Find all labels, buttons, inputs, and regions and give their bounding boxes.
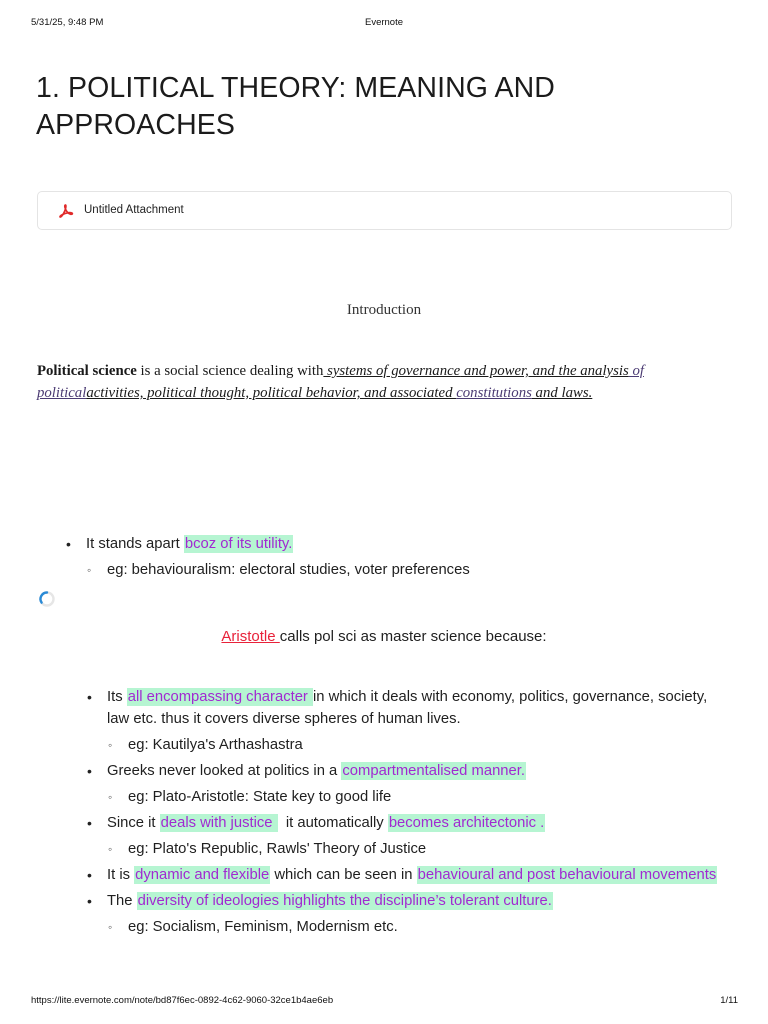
highlight: all encompassing character: [127, 689, 312, 705]
list-item-text: It is: [107, 867, 135, 883]
link-political[interactable]: of political: [37, 363, 644, 401]
list-item-text: Its: [107, 689, 127, 705]
attachment-card[interactable]: [37, 191, 732, 230]
section-heading-introduction: Introduction: [346, 302, 422, 318]
aristotle-line: [0, 628, 768, 645]
link-aristotle[interactable]: Aristotle: [221, 628, 280, 645]
highlight: deals with justice: [160, 815, 277, 831]
aristotle-text: calls pol sci as master science because:: [279, 628, 547, 645]
list-item: [107, 812, 727, 834]
sub-list-item: ◦ eg: Socialism, Feminism, Modernism etc.: [128, 916, 727, 938]
print-app-name: Evernote: [364, 17, 404, 28]
list-item-text: it automatically: [277, 815, 388, 831]
list-item: [107, 864, 727, 886]
link-systems-of-governance[interactable]: systems of governance: [323, 363, 461, 379]
list-item-text: The: [107, 893, 137, 909]
link-power-analysis[interactable]: and power, and the analysis: [460, 363, 629, 379]
list-item-text: which can be seen in: [270, 867, 417, 883]
sub-list-item: ◦ eg: behaviouralism: electoral studies, voter preferences: [107, 559, 726, 581]
highlight: compartmentalised manner.: [342, 763, 525, 779]
page-number: 1/11: [720, 995, 738, 1006]
sub-list-item: ◦ eg: Kautilya's Arthashastra: [128, 734, 727, 756]
print-datetime: 5/31/25, 9:48 PM: [31, 17, 104, 28]
intro-text: is a social science dealing with: [136, 363, 324, 379]
print-footer: [0, 995, 768, 1009]
link-constitutions[interactable]: constitutions: [456, 385, 532, 401]
list-item: [107, 890, 727, 912]
attachment-label: Untitled Attachment: [84, 204, 184, 216]
list-item-text: It stands apart: [86, 536, 184, 552]
highlight: behavioural and post behavioural movements: [417, 867, 717, 883]
note-title: 1. POLITICAL THEORY: MEANING AND APPROACHES: [36, 72, 555, 141]
sub-list-item: ◦ eg: Plato-Aristotle: State key to good life: [128, 786, 727, 808]
highlight: diversity of ideologies highlights the discipline’s tolerant culture.: [137, 893, 552, 909]
list-item-text: in which it deals with economy, politics, governance, society, law etc. thus it covers diverse spheres of human lives.: [107, 689, 708, 727]
link-political-activities[interactable]: activities, political thought, political behavior, and associated: [86, 385, 457, 401]
link-and-laws[interactable]: and laws.: [531, 385, 593, 401]
highlight: becomes architectonic .: [388, 815, 545, 831]
print-header: [0, 17, 768, 31]
list-item-text: Greeks never looked at politics in a: [107, 763, 342, 779]
highlight: dynamic and flexible: [135, 867, 270, 883]
list-item: [107, 686, 727, 730]
list-item: [86, 533, 726, 555]
loading-spinner-icon: [38, 590, 56, 608]
utility-list: [86, 533, 726, 581]
sub-list-item: ◦ eg: Plato's Republic, Rawls' Theory of Justice: [128, 838, 727, 860]
note-url: https://lite.evernote.com/note/bd87f6ec-0892-4c62-9060-32ce1b4ae6eb: [31, 995, 334, 1006]
intro-paragraph: [37, 360, 737, 404]
list-item: [107, 760, 727, 782]
master-science-list: [107, 686, 727, 942]
highlight: bcoz of its utility.: [184, 536, 293, 552]
pdf-icon: [58, 204, 74, 218]
bold-term: Political science: [37, 363, 137, 379]
list-item-text: Since it: [107, 815, 160, 831]
